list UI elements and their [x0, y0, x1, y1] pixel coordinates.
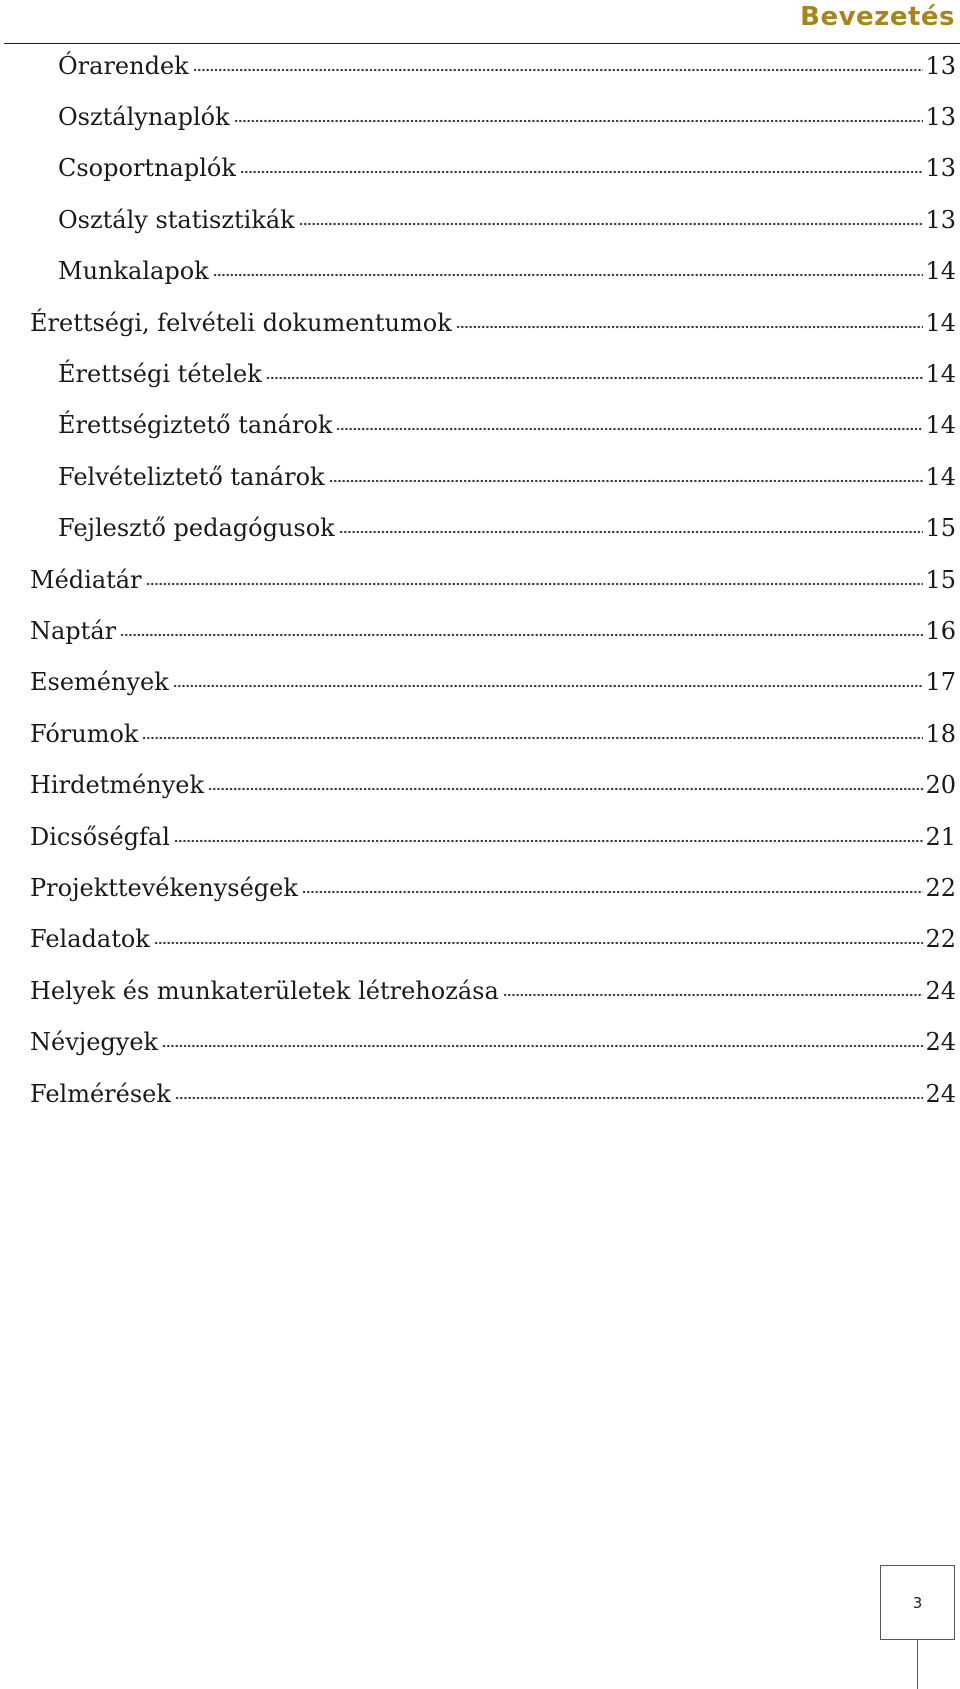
toc-entry-title: Órarendek [58, 51, 189, 80]
section-title: Bevezetés [800, 2, 955, 32]
toc-entry-page: 14 [925, 411, 956, 440]
toc-entry-page: 17 [925, 668, 956, 697]
toc-entry[interactable] [0, 1068, 956, 1119]
toc-entry-page: 15 [925, 565, 956, 594]
toc-entry[interactable] [0, 194, 956, 245]
toc-entry-title: Érettségi tételek [58, 360, 262, 389]
toc-dot-leader [174, 838, 924, 844]
toc-dot-leader [266, 375, 924, 381]
toc-entry-page: 14 [925, 308, 956, 337]
toc-entry-page: 20 [925, 771, 956, 800]
toc-entry-title: Csoportnaplók [58, 154, 236, 183]
table-of-contents [0, 40, 956, 1119]
toc-dot-leader [503, 992, 924, 998]
toc-entry[interactable] [0, 811, 956, 862]
toc-entry-title: Érettségi, felvételi dokumentumok [30, 308, 452, 337]
page-number-stem [917, 1640, 918, 1689]
toc-entry[interactable] [0, 40, 956, 91]
toc-dot-leader [234, 118, 924, 124]
toc-entry[interactable] [0, 400, 956, 451]
toc-dot-leader [162, 1043, 923, 1049]
toc-dot-leader [240, 169, 924, 175]
toc-entry-page: 16 [925, 616, 956, 645]
toc-dot-leader [193, 67, 924, 73]
toc-dot-leader [142, 735, 923, 741]
toc-entry-title: Helyek és munkaterületek létrehozása [30, 976, 499, 1005]
toc-entry-title: Érettségiztető tanárok [58, 411, 333, 440]
toc-entry-page: 14 [925, 257, 956, 286]
toc-dot-leader [208, 786, 923, 792]
toc-entry[interactable] [0, 451, 956, 502]
toc-dot-leader [456, 324, 924, 330]
toc-entry[interactable] [0, 1016, 956, 1067]
toc-entry-title: Névjegyek [30, 1028, 159, 1057]
page-number: 3 [912, 1593, 923, 1612]
toc-entry-title: Fórumok [30, 719, 139, 748]
toc-entry[interactable] [0, 708, 956, 759]
toc-dot-leader [336, 426, 923, 432]
toc-entry-page: 13 [925, 51, 956, 80]
toc-entry-page: 24 [925, 1079, 956, 1108]
toc-entry-page: 13 [925, 103, 956, 132]
toc-entry-title: Felvételiztető tanárok [58, 462, 325, 491]
toc-dot-leader [146, 581, 924, 587]
toc-entry-title: Feladatok [30, 925, 150, 954]
toc-entry-page: 14 [925, 462, 956, 491]
toc-dot-leader [302, 889, 924, 895]
toc-entry-page: 21 [925, 822, 956, 851]
toc-entry-title: Osztály statisztikák [58, 205, 295, 234]
toc-dot-leader [175, 1095, 924, 1101]
toc-entry[interactable] [0, 246, 956, 297]
toc-entry-title: Fejlesztő pedagógusok [58, 514, 335, 543]
toc-entry-title: Naptár [30, 616, 117, 645]
toc-entry[interactable] [0, 657, 956, 708]
toc-entry-page: 22 [925, 925, 956, 954]
toc-entry-page: 14 [925, 360, 956, 389]
toc-entry-title: Felmérések [30, 1079, 171, 1108]
toc-entry-title: Projekttevékenységek [30, 873, 298, 902]
toc-entry[interactable] [0, 348, 956, 399]
toc-entry-page: 22 [925, 873, 956, 902]
toc-dot-leader [299, 221, 924, 227]
toc-dot-leader [339, 529, 924, 535]
toc-entry-title: Hirdetmények [30, 771, 205, 800]
toc-dot-leader [120, 632, 923, 638]
toc-dot-leader [154, 940, 924, 946]
toc-entry-page: 24 [925, 976, 956, 1005]
toc-entry[interactable] [0, 503, 956, 554]
toc-entry-title: Osztálynaplók [58, 103, 230, 132]
toc-entry[interactable] [0, 914, 956, 965]
toc-dot-leader [213, 272, 924, 278]
toc-entry-page: 13 [925, 154, 956, 183]
toc-entry-title: Médiatár [30, 565, 142, 594]
toc-entry-page: 18 [925, 719, 956, 748]
toc-entry-page: 15 [925, 514, 956, 543]
toc-entry[interactable] [0, 297, 956, 348]
toc-entry[interactable] [0, 862, 956, 913]
toc-entry[interactable] [0, 143, 956, 194]
toc-entry-page: 13 [925, 205, 956, 234]
toc-entry-title: Események [30, 668, 169, 697]
toc-entry-page: 24 [925, 1028, 956, 1057]
toc-entry[interactable] [0, 605, 956, 656]
toc-entry[interactable] [0, 965, 956, 1016]
toc-entry-title: Munkalapok [58, 257, 209, 286]
toc-dot-leader [329, 478, 924, 484]
page-number-box [880, 1565, 955, 1640]
toc-entry-title: Dicsőségfal [30, 822, 170, 851]
toc-entry[interactable] [0, 554, 956, 605]
toc-dot-leader [173, 683, 924, 689]
toc-entry[interactable] [0, 759, 956, 810]
toc-entry[interactable] [0, 91, 956, 142]
